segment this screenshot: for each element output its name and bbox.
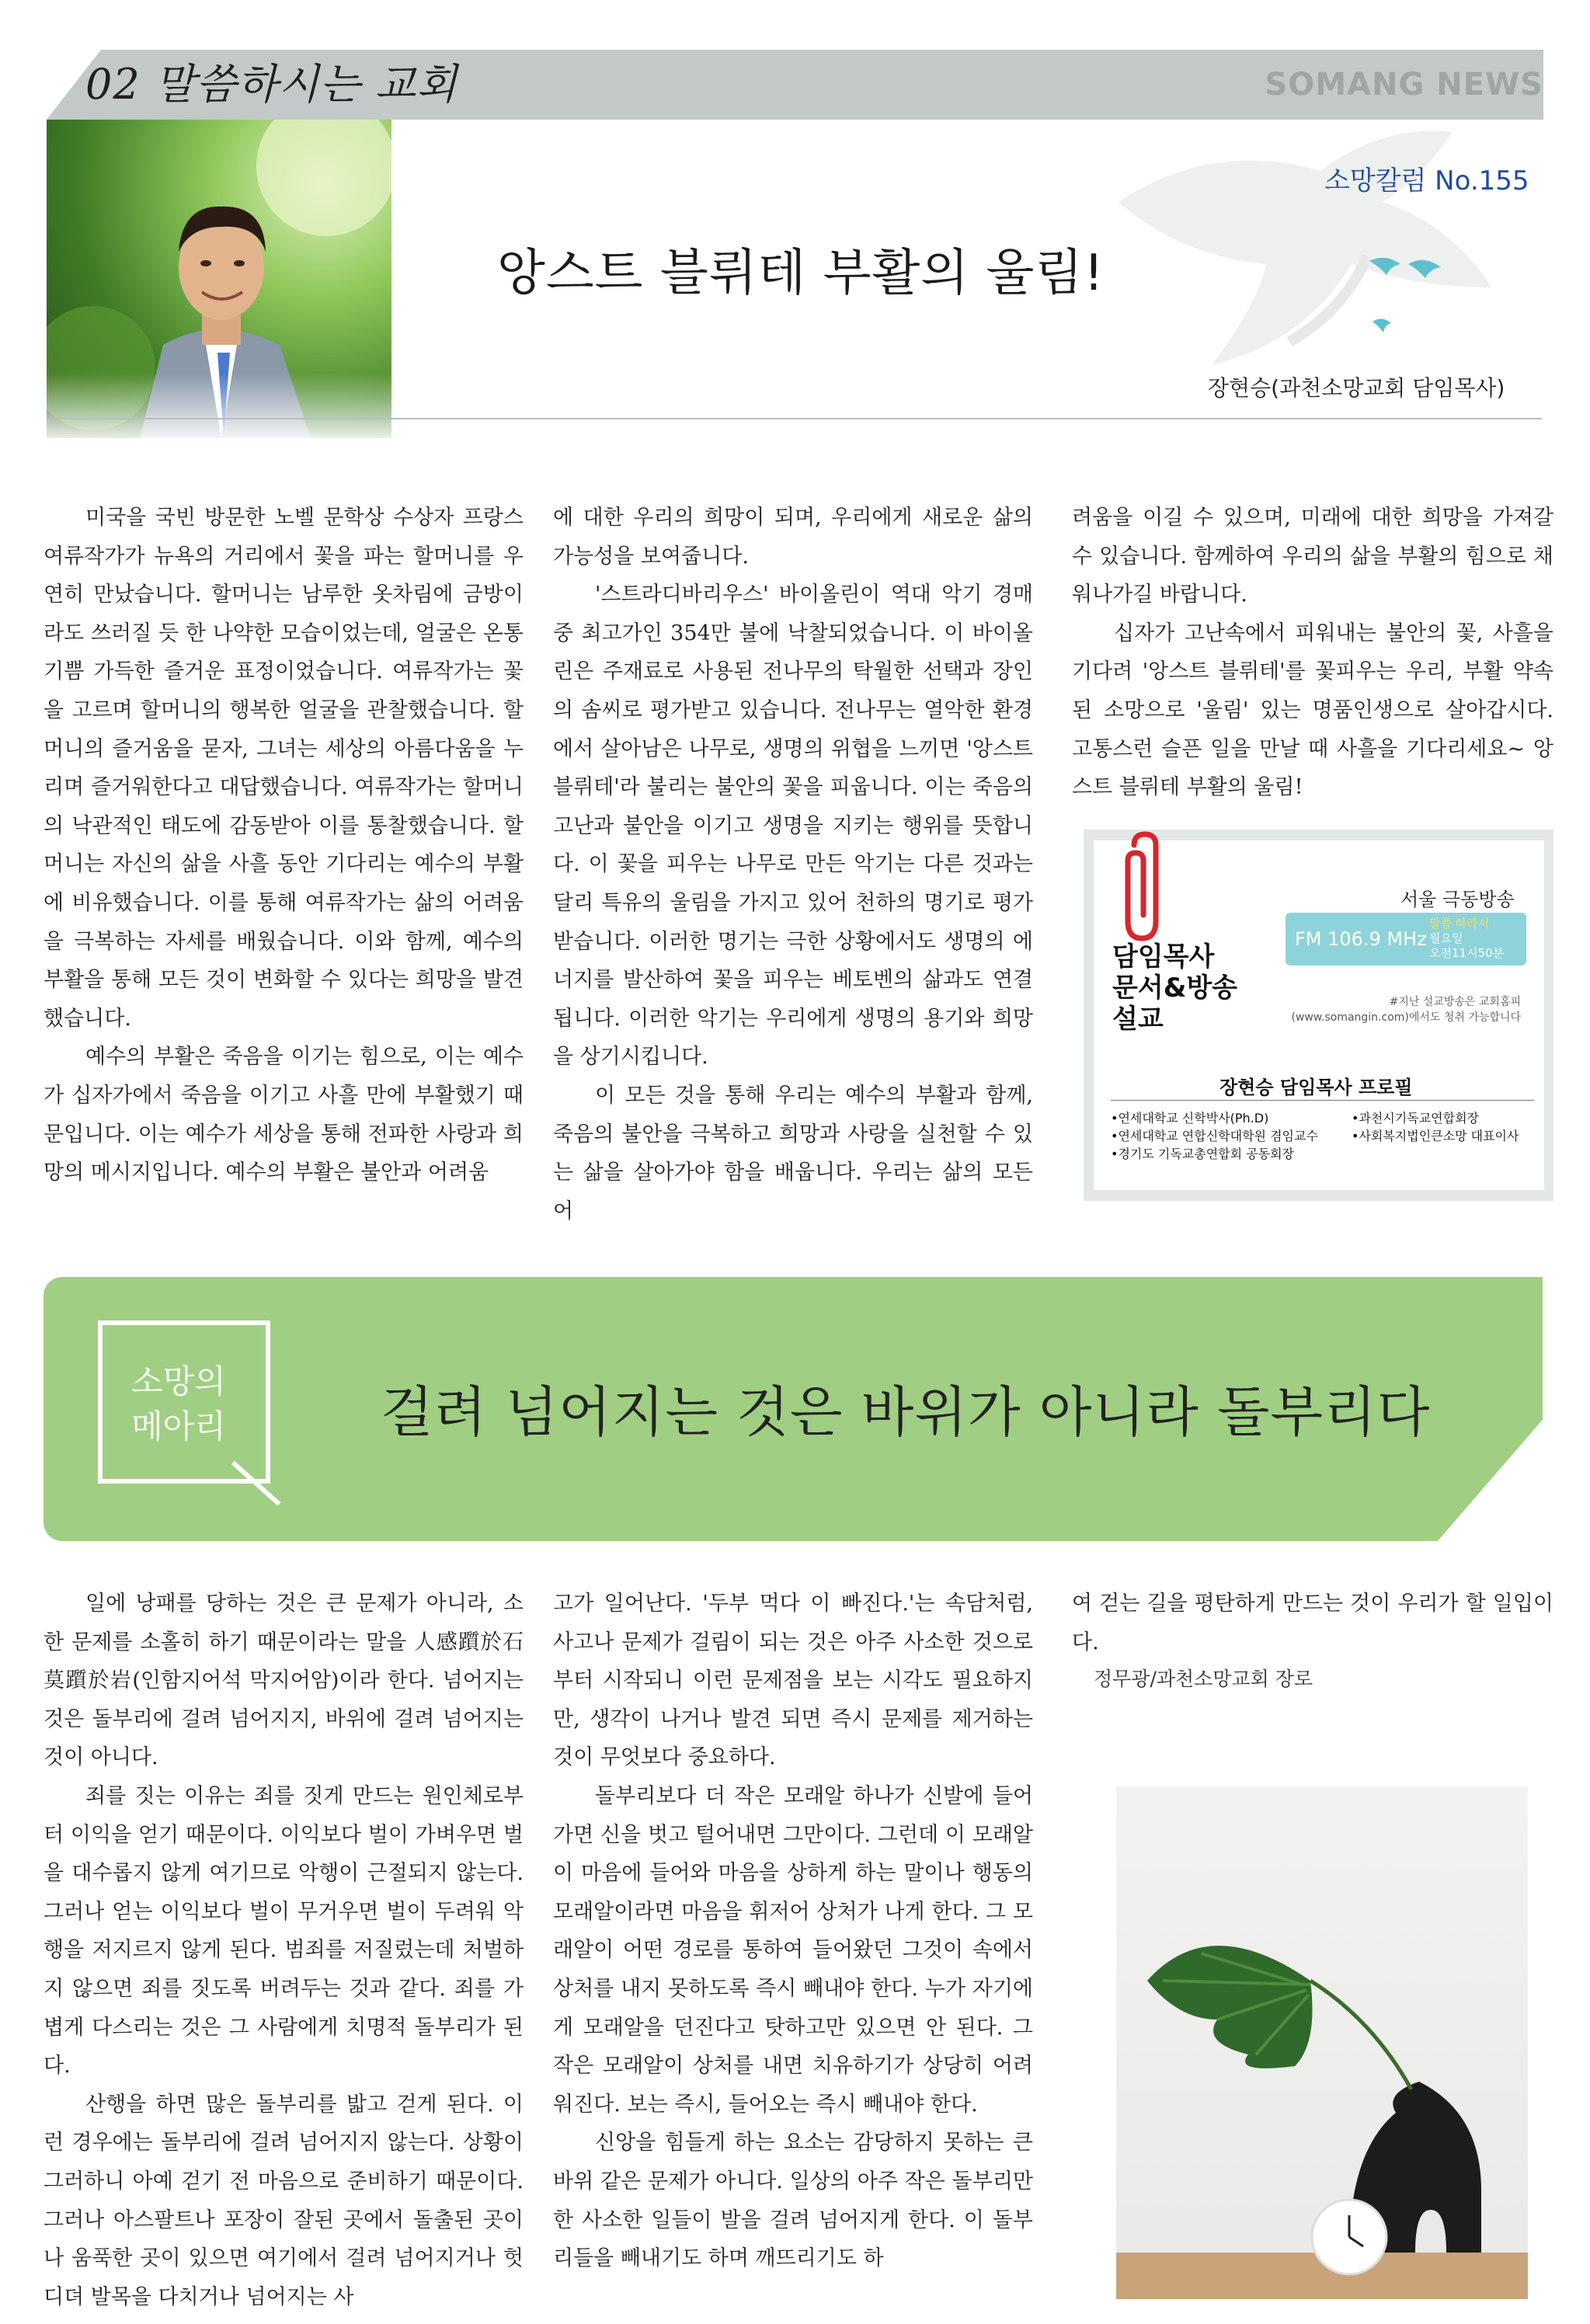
ad-title-line: 설교 [1112, 1004, 1164, 1035]
article1-column-3 [1072, 499, 1553, 807]
ad-schedule [1429, 917, 1504, 961]
paragraph: 신앙을 힘들게 하는 요소는 감당하지 못하는 큰 바위 같은 문제가 아니다. 일상의 아주 작은 돌부리만한 사소한 일들이 발을 걸려 넘어지게 한다. 이 돌부리들을 빼내기도 하며 깨뜨리기도 하 [553, 2131, 1033, 2271]
ad-schedule-line: 오전11시50분 [1429, 946, 1505, 960]
ad-note-line: (www.somangin.com)에서도 청취 가능합니다 [1291, 1011, 1521, 1024]
ad-profile-right [1352, 1109, 1519, 1145]
paragraph: '스트라디바리우스' 바이올린이 역대 악기 경매 중 최고가인 354만 불에 낙찰되었습니다. 이 바이올린은 주재료로 사용된 전나무의 탁월한 선택과 장인의 솜씨로 평가받고 있습니다. 전나무는 열악한 환경에서 살아남은 나무로, 생명의 위협을 느끼면 '앙스트 블뤼테'라 불리는 불안의 꽃을 피웁니다. 이는 죽음의 고난과 불안을 이기고 생명을 지키는 행위를 뜻합니다. 이 꽃을 피우는 나무로 만든 악기는 다른 것과는 달리 특유의 울림을 가지고 있어 천하의 명기로 평가받습니다. 이러한 명기는 극한 상황에서도 생명의 에너지를 발산하여 꽃을 피우는 베토벤의 삶과도 연결됩니다. 이러한 악기는 우리에게 생명의 용기와 희망을 상기시킵니다. [553, 583, 1033, 1070]
plant-illustration [1116, 1786, 1528, 2299]
paragraph: 에 대한 우리의 희망이 되며, 우리에게 새로운 삶의 가능성을 보여줍니다. [553, 506, 1033, 569]
paragraph: 미국을 국빈 방문한 노벨 문학상 수상자 프랑스 여류작가가 뉴욕의 거리에서 꽃을 파는 할머니를 우연히 만났습니다. 할머니는 남루한 옷차림에 금방이라도 쓰러질 듯 한 나약한 모습이었는데, 얼굴은 온통 기쁨 가득한 즐거운 표정이었습니다. 여류작가는 꽃을 고르며 할머니의 행복한 얼굴을 관찰했습니다. 할머니의 즐거움을 묻자, 그녀는 세상의 아름다움을 누리며 즐거워한다고 대답했습니다. 여류작가는 할머니의 낙관적인 태도에 감동받아 이를 통찰했습니다. 할머니는 자신의 삶을 사흘 동안 기다리는 예수의 부활에 비유했습니다. 이를 통해 여류작가는 삶의 어려움을 극복하는 자세를 배웠습니다. 이와 함께, 예수의 부활을 통해 모든 것이 변화할 수 있다는 희망을 발견했습니다. [43, 506, 524, 1031]
paragraph: 여 걷는 길을 평탄하게 만드는 것이 우리가 할 일입이다. [1072, 1592, 1553, 1654]
ad-title-line: 담임목사 [1112, 941, 1215, 972]
bird-icon [1363, 247, 1449, 340]
paragraph: 죄를 짓는 이유는 죄를 짓게 만드는 원인체로부터 이익을 얻기 때문이다. 이익보다 벌이 가벼우면 벌을 대수롭지 않게 여기므로 악행이 근절되지 않는다. 그러나 얻는 이익보다 벌이 무거우면 벌이 두려워 악행을 저지르지 않게 된다. 범죄를 저질렀는데 처벌하지 않으면 죄를 짓도록 버려두는 것과 같다. 죄를 가볍게 다스리는 것은 그 사람에게 치명적 돌부리가 된다. [43, 1783, 524, 2079]
ad-rule [1111, 1100, 1534, 1101]
article2-title: 걸려 넘어지는 것은 바위가 아니라 돌부리다 [381, 1380, 1431, 1444]
paragraph: 돌부리보다 더 작은 모래알 하나가 신발에 들어가면 신을 벗고 털어내면 그만이다. 그런데 이 모래알이 마음에 들어와 마음을 상하게 하는 말이나 행동의 모래알이라면 마음을 휘저어 상처가 나게 한다. 그 모래알이 어떤 경로를 통하여 들어왔던 그것이 속에서 상처를 내지 못하도록 즉시 빼내야 한다. 누가 자기에게 모래알을 던진다고 탓하고만 있으면 안 된다. 그 작은 모래알이 상처를 내면 치유하기가 상당히 어려워진다. 보는 즉시, 들어오는 즉시 빼내야 한다. [553, 1783, 1033, 2117]
brand-logo: SOMANG NEWS [1265, 67, 1543, 103]
ad-station: 서울 극동방송 [1400, 889, 1515, 910]
plant-photo [1116, 1786, 1528, 2299]
article-author: 장현승(과천소망교회 담임목사) [1208, 375, 1505, 401]
paragraph: 일에 낭패를 당하는 것은 큰 문제가 아니라, 소한 문제를 소홀히 하기 때문이라는 말을 人感躓於石莫躓於岩(인함지어석 막지어암)이라 한다. 넘어지는 것은 돌부리에 걸려 넘어지지, 바위에 걸려 넘어지는 것이 아니다. [43, 1592, 524, 1770]
section-label: 02 말씀하시는 교회 [85, 60, 458, 109]
ad-schedule-line: 월요일 [1429, 931, 1463, 945]
article2-column-1 [43, 1585, 524, 2316]
paperclip-icon [1111, 830, 1181, 946]
profile-item: •연세대학교 연합신학대학원 겸임교수 [1111, 1129, 1318, 1143]
paragraph: 산행을 하면 많은 돌부리를 밟고 걷게 된다. 이런 경우에는 돌부리에 걸려 넘어지지 않는다. 상황이 그러하니 아예 걷기 전 마음으로 준비하기 때문이다. 그러나 아스팔트나 포장이 잘된 곳에서 돌출된 곳이나 움푹한 곳이 있으면 여기에서 걸려 넘어지거나 헛디뎌 발목을 다치거나 넘어지는 사 [43, 2092, 524, 2309]
banner-tag-line: 소망의 [131, 1362, 226, 1400]
paragraph: 이 모든 것을 통해 우리는 예수의 부활과 함께, 죽음의 불안을 극복하고 희망과 사랑을 실천할 수 있는 삶을 살아가야 함을 배웁니다. 우리는 삶의 모든 어 [553, 1083, 1033, 1223]
ad-frequency: FM 106.9 MHz [1295, 928, 1427, 950]
banner-tag [117, 1359, 241, 1449]
ad-title [1112, 941, 1237, 1035]
column-number: 소망칼럼 No.155 [1324, 165, 1529, 197]
profile-item: •과천시기독교연합회장 [1352, 1111, 1479, 1125]
ad-note-line: #지난 설교방송은 교회홈피 [1389, 996, 1521, 1008]
article1-column-2 [553, 499, 1033, 1230]
ad-note [1289, 994, 1521, 1025]
photo-fade [47, 373, 482, 458]
article2-byline: 정무광/과천소망교회 장로 [1094, 1668, 1313, 1690]
ad-profile-left [1111, 1109, 1318, 1163]
paragraph: 려움을 이길 수 있으며, 미래에 대한 희망을 가져갈 수 있습니다. 함께하여 우리의 삶을 부활의 힘으로 채워나가길 바랍니다. [1072, 506, 1553, 607]
paragraph: 십자가 고난속에서 피워내는 불안의 꽃, 사흘을 기다려 '앙스트 블뤼테'를 꽃피우는 우리, 부활 약속된 소망으로 '울림' 있는 명품인생으로 살아갑시다. 고통스런 슬픈 일을 만날 때 사흘을 기다리세요~ 앙스트 블뤼테 부활의 울림! [1072, 621, 1553, 800]
paragraph: 예수의 부활은 죽음을 이기는 힘으로, 이는 예수가 십자가에서 죽음을 이기고 사흘 만에 부활했기 때문입니다. 이는 예수가 세상을 통해 전파한 사랑과 희망의 메시지입니다. 예수의 부활은 불안과 어려움 [43, 1045, 524, 1185]
profile-item: •경기도 기독교총연합회 공동회장 [1111, 1146, 1294, 1161]
profile-item: •사회복지법인큰소망 대표이사 [1352, 1129, 1519, 1143]
ad-profile-title: 장현승 담임목사 프로필 [1219, 1077, 1413, 1098]
ad-title-line: 문서&방송 [1112, 972, 1238, 1004]
ad-schedule-line: 말씀 따라서 [1429, 917, 1490, 931]
banner-tag-line: 메아리 [131, 1407, 226, 1446]
article2-column-3 [1072, 1585, 1553, 1661]
header-rule [47, 418, 1542, 419]
article1-column-1 [43, 499, 524, 1192]
article2-column-2 [553, 1585, 1033, 2278]
article-title: 앙스트 블뤼테 부활의 울림! [497, 245, 1105, 302]
paragraph: 고가 일어난다. '두부 먹다 이 빠진다.'는 속담처럼, 사고나 문제가 걸림이 되는 것은 아주 사소한 것으로부터 시작되니 이런 문제점을 보는 시각도 필요하지만, 생각이 나거나 발견 되면 즉시 문제를 제거하는 것이 무엇보다 중요하다. [553, 1592, 1033, 1770]
profile-item: •연세대학교 신학박사(Ph.D) [1111, 1111, 1269, 1125]
